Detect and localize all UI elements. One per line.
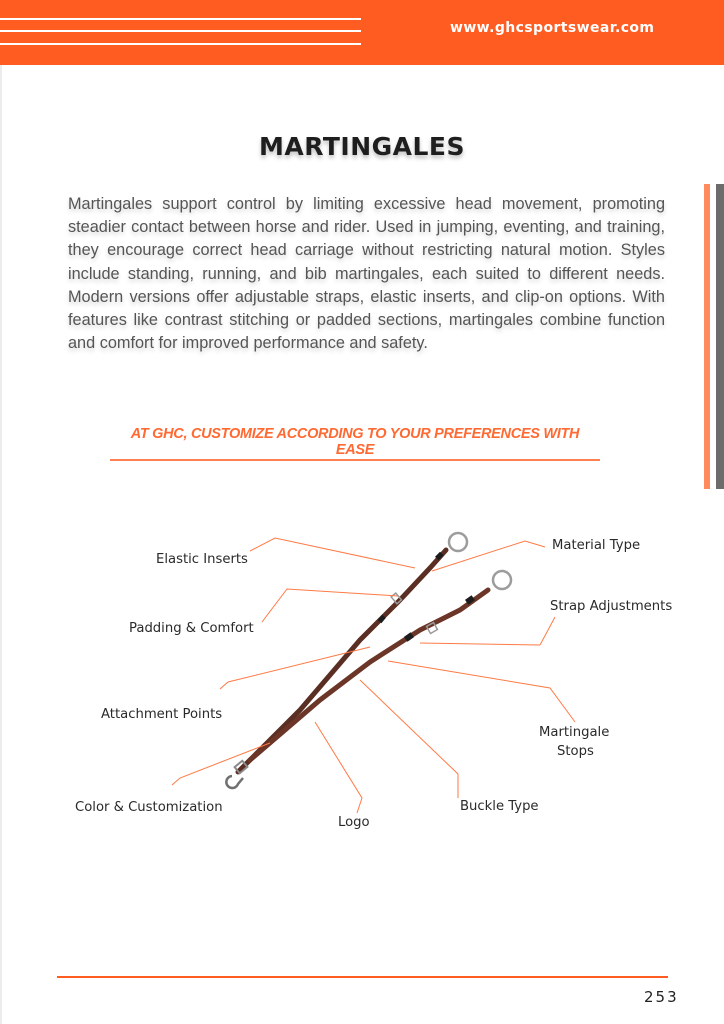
label-martingale-stops-line1: Martingale [539,725,610,740]
page-header [0,0,724,65]
customize-tagline: AT GHC, CUSTOMIZE ACCORDING TO YOUR PREFERENCES WITH EASE [110,426,600,461]
label-elastic-inserts: Elastic Inserts [156,552,248,567]
label-logo: Logo [338,815,370,830]
page-number: 253 [644,988,679,1006]
label-padding-comfort: Padding & Comfort [129,621,254,636]
header-stripe [0,43,361,45]
side-accent-gray [716,184,724,489]
header-stripe [0,18,361,20]
page-title: MARTINGALES [258,132,465,161]
footer-divider [57,976,668,978]
label-martingale-stops-line2: Stops [557,744,594,759]
label-material-type: Material Type [552,538,641,553]
side-accent-orange [704,184,710,489]
header-stripe [0,30,361,32]
website-url[interactable]: www.ghcsportswear.com [450,20,655,36]
label-attachment-points: Attachment Points [101,707,223,722]
product-diagram [0,500,724,860]
label-buckle-type: Buckle Type [460,799,539,814]
label-strap-adjustments: Strap Adjustments [550,599,673,614]
label-color-customization: Color & Customization [75,800,223,815]
intro-paragraph: Martingales support control by limiting excessive head movement, promoting steadier contact between horse and rider. Used in jumping, eventing, and training, they encourage correct head carriage without restricting natural motion. Styles include standing, running, and bib martingales, each suited to different needs. Modern versions offer adjustable straps, elastic inserts, and clip-on options. With features like contrast stitching or padded sections, martingales combine function and comfort for improved performance and safety. [68,195,665,353]
